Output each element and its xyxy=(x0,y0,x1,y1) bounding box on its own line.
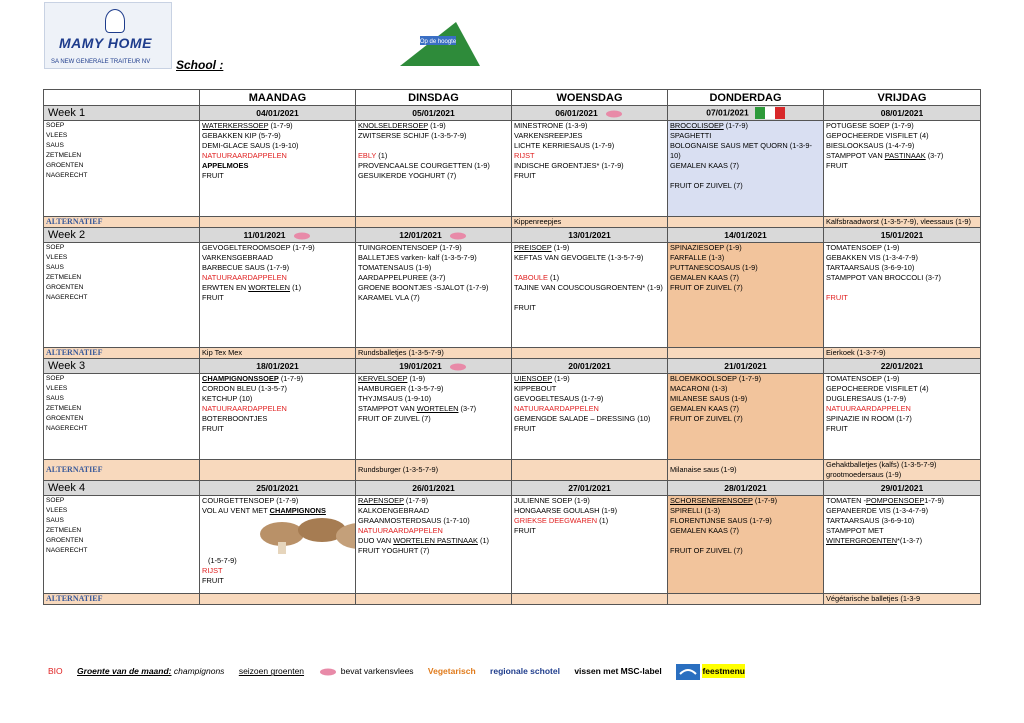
menu-line: NATUURAARDAPPELEN xyxy=(202,151,287,160)
menu-line: RIJST xyxy=(202,566,223,575)
category-label: NAGERECHT xyxy=(46,425,88,432)
legend-feest: feestmenu xyxy=(702,666,745,677)
op-de-hoogte-logo xyxy=(396,18,484,68)
week-label: Week 1 xyxy=(44,106,200,121)
menu-line: FARFALLE (1-3) xyxy=(670,253,725,262)
menu-cell-thu xyxy=(668,121,824,217)
alt-cell: Gehaktballetjes (kalfs) (1-3-5-7-9) grootmoedersaus (1-9) xyxy=(824,460,981,481)
menu-line: GEMALEN KAAS (7) xyxy=(670,273,739,282)
menu-line: BOLOGNAISE SAUS MET QUORN (1-3-9-10) xyxy=(670,141,812,160)
category-label: NAGERECHT xyxy=(46,172,88,179)
menu-line: TABOULE (1) xyxy=(514,273,560,282)
menu-line: GEMALEN KAAS (7) xyxy=(670,161,739,170)
alternative-row xyxy=(44,348,981,359)
date-cell xyxy=(200,228,356,243)
menu-line: TOMATENSOEP (1-9) xyxy=(826,374,900,383)
category-label: VLEES xyxy=(46,385,68,392)
menu-table xyxy=(43,89,981,605)
alternative-label: ALTERNATIEF xyxy=(44,217,200,228)
menu-cell-wed xyxy=(512,374,668,460)
menu-line: SCHORSENERENSOEP (1-7-9) xyxy=(670,496,778,505)
menu-line: FRUIT xyxy=(826,293,848,302)
category-label: SAUS xyxy=(46,395,64,402)
date-cell: 14/01/2021 xyxy=(668,228,824,243)
category-label: SOEP xyxy=(46,497,65,504)
week-label: Week 3 xyxy=(44,359,200,374)
menu-line: BROCOLISOEP (1-7-9) xyxy=(670,121,748,130)
menu-cell-tue xyxy=(356,496,512,594)
alternative-row xyxy=(44,217,981,228)
menu-cell-thu xyxy=(668,374,824,460)
menu-line: EBLY (1) xyxy=(358,151,388,160)
menu-line: FRUIT xyxy=(514,526,536,535)
week-date-row xyxy=(44,106,981,121)
menu-line: WINTERGROENTEN*(1-3-7) xyxy=(826,536,923,545)
alt-cell xyxy=(200,594,356,605)
menu-line: COURGETTENSOEP (1-7-9) xyxy=(202,496,299,505)
menu-line: HAMBURGER (1-3-5-7-9) xyxy=(358,384,444,393)
menu-line: KALKOENGEBRAAD xyxy=(358,506,430,515)
alt-cell xyxy=(356,217,512,228)
alt-cell xyxy=(668,348,824,359)
menu-line: POTUGESE SOEP (1-7-9) xyxy=(826,121,914,130)
menu-line: FRUIT xyxy=(514,171,536,180)
menu-line: ERWTEN EN WORTELEN (1) xyxy=(202,283,302,292)
menu-row xyxy=(44,496,981,594)
menu-line: FRUIT xyxy=(826,161,848,170)
menu-line: GEPANEERDE VIS (1-3-4-7-9) xyxy=(826,506,929,515)
menu-line: GEBAKKEN VIS (1-3-4-7-9) xyxy=(826,253,919,262)
date-cell: 28/01/2021 xyxy=(668,481,824,496)
menu-line: GEMENGDE SALADE – DRESSING (10) xyxy=(514,414,651,423)
date-cell: 18/01/2021 xyxy=(200,359,356,374)
menu-line: TAJINE VAN COUSCOUSGROENTEN* (1-9) xyxy=(514,283,663,292)
day-header-thu: DONDERDAG xyxy=(668,90,824,106)
menu-cell-mon xyxy=(200,121,356,217)
category-label: SAUS xyxy=(46,517,64,524)
date-cell: 04/01/2021 xyxy=(200,106,356,121)
alt-cell xyxy=(668,594,824,605)
menu-line: FRUIT OF ZUIVEL (7) xyxy=(670,414,743,423)
day-header-mon: MAANDAG xyxy=(200,90,356,106)
day-header-fri: VRIJDAG xyxy=(824,90,981,106)
menu-line: PREISOEP (1-9) xyxy=(514,243,570,252)
corner-cell xyxy=(44,90,200,106)
alt-cell xyxy=(512,348,668,359)
category-label: ZETMELEN xyxy=(46,274,82,281)
menu-cell-tue xyxy=(356,243,512,348)
menu-line: GROENE BOONTJES -SJALOT (1-7-9) xyxy=(358,283,489,292)
menu-row xyxy=(44,374,981,460)
week-label: Week 2 xyxy=(44,228,200,243)
menu-cell-wed xyxy=(512,243,668,348)
menu-line: FRUIT xyxy=(514,303,536,312)
menu-line: VARKENSGEBRAAD xyxy=(202,253,273,262)
logo-op-text: Op de hoogte xyxy=(419,39,457,45)
week-date-row xyxy=(44,359,981,374)
date-cell xyxy=(356,359,512,374)
legend-regionaal: regionale schotel xyxy=(490,666,560,677)
menu-line: LICHTE KERRIESAUS (1-7-9) xyxy=(514,141,615,150)
menu-line: STAMPPOT VAN WORTELEN (3-7) xyxy=(358,404,477,413)
menu-row xyxy=(44,121,981,217)
day-header-wed: WOENSDAG xyxy=(512,90,668,106)
menu-line: BOTERBOONTJES xyxy=(202,414,268,423)
menu-line: TUINGROENTENSOEP (1-7-9) xyxy=(358,243,462,252)
alternative-row xyxy=(44,594,981,605)
menu-line: MINESTRONE (1-3-9) xyxy=(514,121,588,130)
alt-cell xyxy=(512,460,668,481)
menu-line: FRUIT xyxy=(202,576,224,585)
menu-cell-fri xyxy=(824,121,981,217)
date-cell: 25/01/2021 xyxy=(200,481,356,496)
menu-cell-wed xyxy=(512,496,668,594)
menu-line: NATUURAARDAPPELEN xyxy=(514,404,599,413)
category-label: GROENTEN xyxy=(46,284,84,291)
menu-line: SPINAZIE IN ROOM (1-7) xyxy=(826,414,912,423)
menu-line: FRUIT xyxy=(202,293,224,302)
menu-cell-mon xyxy=(200,243,356,348)
menu-cell-thu xyxy=(668,496,824,594)
day-header-row xyxy=(44,90,981,106)
category-labels xyxy=(44,374,200,460)
menu-line: GEVOGELTEROOMSOEP (1-7-9) xyxy=(202,243,315,252)
alternative-row xyxy=(44,460,981,481)
menu-line: THYJMSAUS (1-9-10) xyxy=(358,394,432,403)
category-label: GROENTEN xyxy=(46,537,84,544)
menu-line: TARTAARSAUS (3-6-9-10) xyxy=(826,516,915,525)
menu-line: GEMALEN KAAS (7) xyxy=(670,404,739,413)
menu-line: FRUIT xyxy=(202,424,224,433)
alt-cell: Kippenreepjes xyxy=(512,217,668,228)
date-cell: 21/01/2021 xyxy=(668,359,824,374)
menu-line: SPAGHETTI xyxy=(670,131,712,140)
menu-line: STAMPPOT VAN BROCCOLI (3-7) xyxy=(826,273,941,282)
italy-flag-icon xyxy=(755,107,785,119)
menu-line: VOL AU VENT MET CHAMPIGNONS xyxy=(202,506,326,515)
category-label: SOEP xyxy=(46,375,65,382)
menu-cell-mon xyxy=(200,374,356,460)
day-header-tue: DINSDAG xyxy=(356,90,512,106)
menu-cell-thu xyxy=(668,243,824,348)
menu-line: FRUIT xyxy=(514,424,536,433)
alt-cell: Kip Tex Mex xyxy=(200,348,356,359)
category-label: NAGERECHT xyxy=(46,547,88,554)
date-cell: 05/01/2021 xyxy=(356,106,512,121)
menu-cell-wed xyxy=(512,121,668,217)
menu-line: STAMPPOT MET xyxy=(826,526,884,535)
menu-line: VARKENSREEPJES xyxy=(514,131,583,140)
legend-msc: vissen met MSC-label xyxy=(574,666,662,677)
legend xyxy=(48,664,757,680)
menu-line: FRUIT OF ZUIVEL (7) xyxy=(670,546,743,555)
menu-line: TOMATEN -POMPOENSOEP1-7-9) xyxy=(826,496,945,505)
menu-line: CHAMPIGNONSSOEP (1-7-9) xyxy=(202,374,304,383)
alt-cell: Rundsburger (1-3-5-7-9) xyxy=(356,460,512,481)
menu-line: BALLETJES varken- kalf (1-3-5-7-9) xyxy=(358,253,477,262)
date-text: 07/01/2021 xyxy=(706,107,749,118)
menu-line: NATUURAARDAPPELEN xyxy=(358,526,443,535)
menu-line: JULIENNE SOEP (1-9) xyxy=(514,496,590,505)
category-labels xyxy=(44,121,200,217)
menu-line: MACARONI (1-3) xyxy=(670,384,728,393)
menu-line: BLOEMKOOLSOEP (1-7-9) xyxy=(670,374,762,383)
date-cell xyxy=(512,106,668,121)
date-cell: 26/01/2021 xyxy=(356,481,512,496)
pig-icon xyxy=(292,232,312,240)
legend-varken: bevat varkensvlees xyxy=(340,666,414,677)
legend-seizoen: seizoen groenten xyxy=(238,666,305,677)
logo-brand-text: MAMY HOME xyxy=(59,35,152,51)
menu-line: FRUIT YOGHURT (7) xyxy=(358,546,430,555)
date-cell: 08/01/2021 xyxy=(824,106,981,121)
category-label: VLEES xyxy=(46,507,68,514)
category-label: SOEP xyxy=(46,122,65,129)
menu-line: NATUURAARDAPPELEN xyxy=(202,273,287,282)
date-cell: 27/01/2021 xyxy=(512,481,668,496)
date-cell: 20/01/2021 xyxy=(512,359,668,374)
pig-icon xyxy=(448,363,468,371)
menu-line: TOMATENSAUS (1-9) xyxy=(358,263,432,272)
date-cell: 22/01/2021 xyxy=(824,359,981,374)
menu-line: KEFTAS VAN GEVOGELTE (1-3-5-7-9) xyxy=(514,253,644,262)
menu-line: KARAMEL VLA (7) xyxy=(358,293,420,302)
menu-line: STAMPPOT VAN PASTINAAK (3-7) xyxy=(826,151,944,160)
date-cell xyxy=(356,228,512,243)
alt-cell xyxy=(356,594,512,605)
alt-cell: Rundsballetjes (1-3-5-7-9) xyxy=(356,348,512,359)
menu-line: FLORENTIJNSE SAUS (1-7-9) xyxy=(670,516,772,525)
menu-line: DUGLERESAUS (1-7-9) xyxy=(826,394,907,403)
legend-vegetarisch: Vegetarisch xyxy=(427,666,476,677)
logo-sub-text: SA NEW GENERALE TRAITEUR NV xyxy=(51,59,151,65)
mamy-home-logo xyxy=(44,2,172,69)
date-text: 11/01/2021 xyxy=(243,230,286,240)
alt-cell xyxy=(200,460,356,481)
menu-line: SPINAZIESOEP (1-9) xyxy=(670,243,742,252)
menu-cell-fri xyxy=(824,496,981,594)
chef-hat-icon xyxy=(105,9,125,33)
menu-line: PUTTANESCOSAUS (1-9) xyxy=(670,263,758,272)
alternative-label: ALTERNATIEF xyxy=(44,348,200,359)
menu-line: KNOLSELDERSOEP (1-9) xyxy=(358,121,446,130)
alt-cell xyxy=(200,217,356,228)
menu-line: NATUURAARDAPPELEN xyxy=(826,404,911,413)
menu-line: KERVELSOEP (1-9) xyxy=(358,374,426,383)
menu-line: DUO VAN WORTELEN PASTINAAK (1) xyxy=(358,536,490,545)
date-text: 06/01/2021 xyxy=(555,108,598,118)
category-label: VLEES xyxy=(46,254,68,261)
alternative-label: ALTERNATIEF xyxy=(44,594,200,605)
menu-line: AARDAPPELPUREE (3-7) xyxy=(358,273,446,282)
week-date-row xyxy=(44,481,981,496)
pig-icon xyxy=(318,668,338,676)
alt-cell: Végétarische balletjes (1-3-9 xyxy=(824,594,981,605)
alt-cell xyxy=(512,594,668,605)
menu-line: MILANESE SAUS (1-9) xyxy=(670,394,748,403)
menu-line: (1-5-7-9) xyxy=(208,556,237,565)
category-label: SAUS xyxy=(46,264,64,271)
menu-line: HONGAARSE GOULASH (1-9) xyxy=(514,506,618,515)
menu-cell-fri xyxy=(824,243,981,348)
menu-line: FRUIT OF ZUIVEL (7) xyxy=(670,283,743,292)
menu-cell-fri xyxy=(824,374,981,460)
menu-line: PROVENCAALSE COURGETTEN (1-9) xyxy=(358,161,490,170)
category-labels xyxy=(44,243,200,348)
menu-row xyxy=(44,243,981,348)
menu-cell-mon xyxy=(200,496,356,594)
menu-line: GEVOGELTESAUS (1-7-9) xyxy=(514,394,604,403)
menu-line: FRUIT OF ZUIVEL (7) xyxy=(670,181,743,190)
category-label: SAUS xyxy=(46,142,64,149)
menu-line: KIPPEBOUT xyxy=(514,384,557,393)
category-label: NAGERECHT xyxy=(46,294,88,301)
category-label: ZETMELEN xyxy=(46,527,82,534)
menu-line: GRIEKSE DEEGWAREN (1) xyxy=(514,516,609,525)
pig-icon xyxy=(448,232,468,240)
menu-line: GEBAKKEN KIP (5-7-9) xyxy=(202,131,281,140)
menu-line: WATERKERSSOEP (1-7-9) xyxy=(202,121,293,130)
category-label: ZETMELEN xyxy=(46,152,82,159)
menu-cell-tue xyxy=(356,374,512,460)
menu-line: DEMI-GLACE SAUS (1-9-10) xyxy=(202,141,299,150)
alt-cell: Kalfsbraadworst (1-3-5-7-9), vleessaus (1-9) xyxy=(824,217,981,228)
date-cell: 15/01/2021 xyxy=(824,228,981,243)
date-text: 12/01/2021 xyxy=(399,230,442,240)
category-labels xyxy=(44,496,200,594)
menu-line: UIENSOEP (1-9) xyxy=(514,374,570,383)
menu-line: GEPOCHEERDE VISFILET (4) xyxy=(826,131,929,140)
menu-line: GEPOCHEERDE VISFILET (4) xyxy=(826,384,929,393)
menu-line: CORDON BLEU (1-3-5-7) xyxy=(202,384,288,393)
menu-line: BIESLOOKSAUS (1-4-7-9) xyxy=(826,141,915,150)
menu-line: FRUIT xyxy=(826,424,848,433)
menu-cell-tue xyxy=(356,121,512,217)
menu-line: SPIRELLI (1-3) xyxy=(670,506,721,515)
menu-line: APPELMOES xyxy=(202,161,249,170)
menu-line: GEMALEN KAAS (7) xyxy=(670,526,739,535)
date-text: 19/01/2021 xyxy=(399,361,442,371)
menu-line: TARTAARSAUS (3-6-9-10) xyxy=(826,263,915,272)
alt-cell: Eierkoek (1-3-7-9) xyxy=(824,348,981,359)
date-cell xyxy=(668,106,824,121)
menu-line: RIJST xyxy=(514,151,535,160)
alternative-label: ALTERNATIEF xyxy=(44,460,200,481)
mushroom-image xyxy=(252,516,356,556)
alt-cell: Milanaise saus (1-9) xyxy=(668,460,824,481)
date-cell: 13/01/2021 xyxy=(512,228,668,243)
menu-line: BARBECUE SAUS (1-7-9) xyxy=(202,263,290,272)
menu-line: RAPENSOEP (1-7-9) xyxy=(358,496,429,505)
category-label: SOEP xyxy=(46,244,65,251)
category-label: GROENTEN xyxy=(46,162,84,169)
category-label: GROENTEN xyxy=(46,415,84,422)
category-label: ZETMELEN xyxy=(46,405,82,412)
menu-line: INDISCHE GROENTJES* (1-7-9) xyxy=(514,161,624,170)
legend-groente: Groente van de maand: champignons xyxy=(77,666,225,677)
menu-line: ZWITSERSE SCHIJF (1-3-5-7-9) xyxy=(358,131,467,140)
date-cell: 29/01/2021 xyxy=(824,481,981,496)
menu-line: GRAANMOSTERDSAUS (1-7-10) xyxy=(358,516,470,525)
menu-line: KETCHUP (10) xyxy=(202,394,253,403)
pig-icon xyxy=(604,110,624,118)
menu-line: FRUIT xyxy=(202,171,224,180)
week-date-row xyxy=(44,228,981,243)
legend-bio: BIO xyxy=(48,666,63,677)
school-label: School : xyxy=(176,58,224,72)
menu-line: GESUIKERDE YOGHURT (7) xyxy=(358,171,457,180)
menu-line: FRUIT OF ZUIVEL (7) xyxy=(358,414,431,423)
category-label: VLEES xyxy=(46,132,68,139)
menu-line: TOMATENSOEP (1-9) xyxy=(826,243,900,252)
alt-cell xyxy=(668,217,824,228)
msc-label-icon xyxy=(676,664,700,680)
menu-line: NATUURAARDAPPELEN xyxy=(202,404,287,413)
week-label: Week 4 xyxy=(44,481,200,496)
